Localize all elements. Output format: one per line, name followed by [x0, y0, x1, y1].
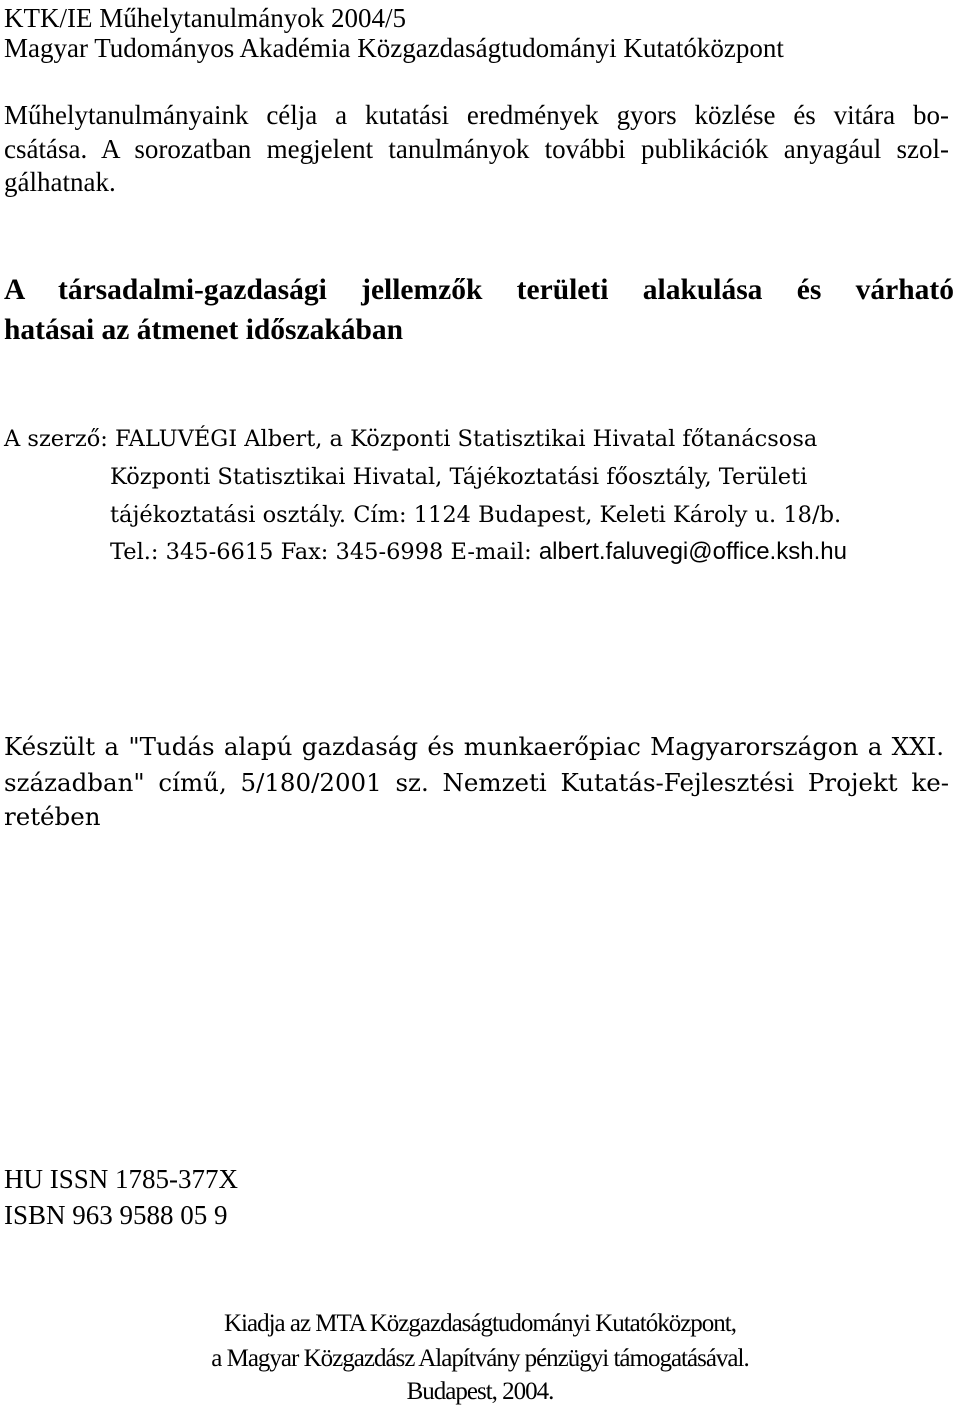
- author-line-2: Központi Statisztikai Hivatal, Tájékoztatási főosztály, Területi: [110, 464, 808, 490]
- institute-label: Magyar Tudományos Akadémia Közgazdaságtudományi Kutatóközpont: [4, 33, 784, 63]
- paper-title-line-1: A társadalmi-gazdasági jellemzők területi alakulása és várható: [4, 274, 954, 306]
- series-label: KTK/IE Műhelytanulmányok 2004/5: [4, 3, 406, 33]
- paper-title-line-2: hatásai az átmenet időszakában: [4, 314, 404, 346]
- project-line-2: században" című, 5/180/2001 sz. Nemzeti Kutatás-Fejlesztési Projekt ke-: [4, 768, 949, 797]
- intro-line-1: Műhelytanulmányaink célja a kutatási eredmények gyors közlése és vitára bo-: [4, 100, 949, 130]
- author-email: albert.faluvegi@office.ksh.hu: [538, 538, 847, 565]
- author-contact-line: [110, 537, 847, 567]
- intro-line-2: csátása. A sorozatban megjelent tanulmányok további publikációk anyagául szol-: [4, 134, 949, 164]
- author-phone-fax: Tel.: 345-6615 Fax: 345-6998 E-mail:: [110, 539, 539, 565]
- isbn-label: ISBN 963 9588 05 9: [4, 1200, 228, 1230]
- publisher-line-1: Kiadja az MTA Közgazdaságtudományi Kutatóközpont,: [223, 1310, 737, 1337]
- issn-label: HU ISSN 1785-377X: [4, 1164, 239, 1194]
- project-line-3: retében: [4, 802, 101, 831]
- publisher-line-2: a Magyar Közgazdász Alapítvány pénzügyi támogatásával.: [211, 1345, 749, 1372]
- project-line-1: Készült a "Tudás alapú gazdaság és munkaerőpiac Magyarországon a XXI.: [4, 732, 944, 761]
- publisher-line-3: Budapest, 2004.: [406, 1378, 554, 1405]
- author-line-3: tájékoztatási osztály. Cím: 1124 Budapest, Keleti Károly u. 18/b.: [110, 502, 842, 528]
- intro-line-3: gálhatnak.: [4, 167, 116, 197]
- author-line-1: A szerző: FALUVÉGI Albert, a Központi Statisztikai Hivatal főtanácsosa: [4, 426, 818, 452]
